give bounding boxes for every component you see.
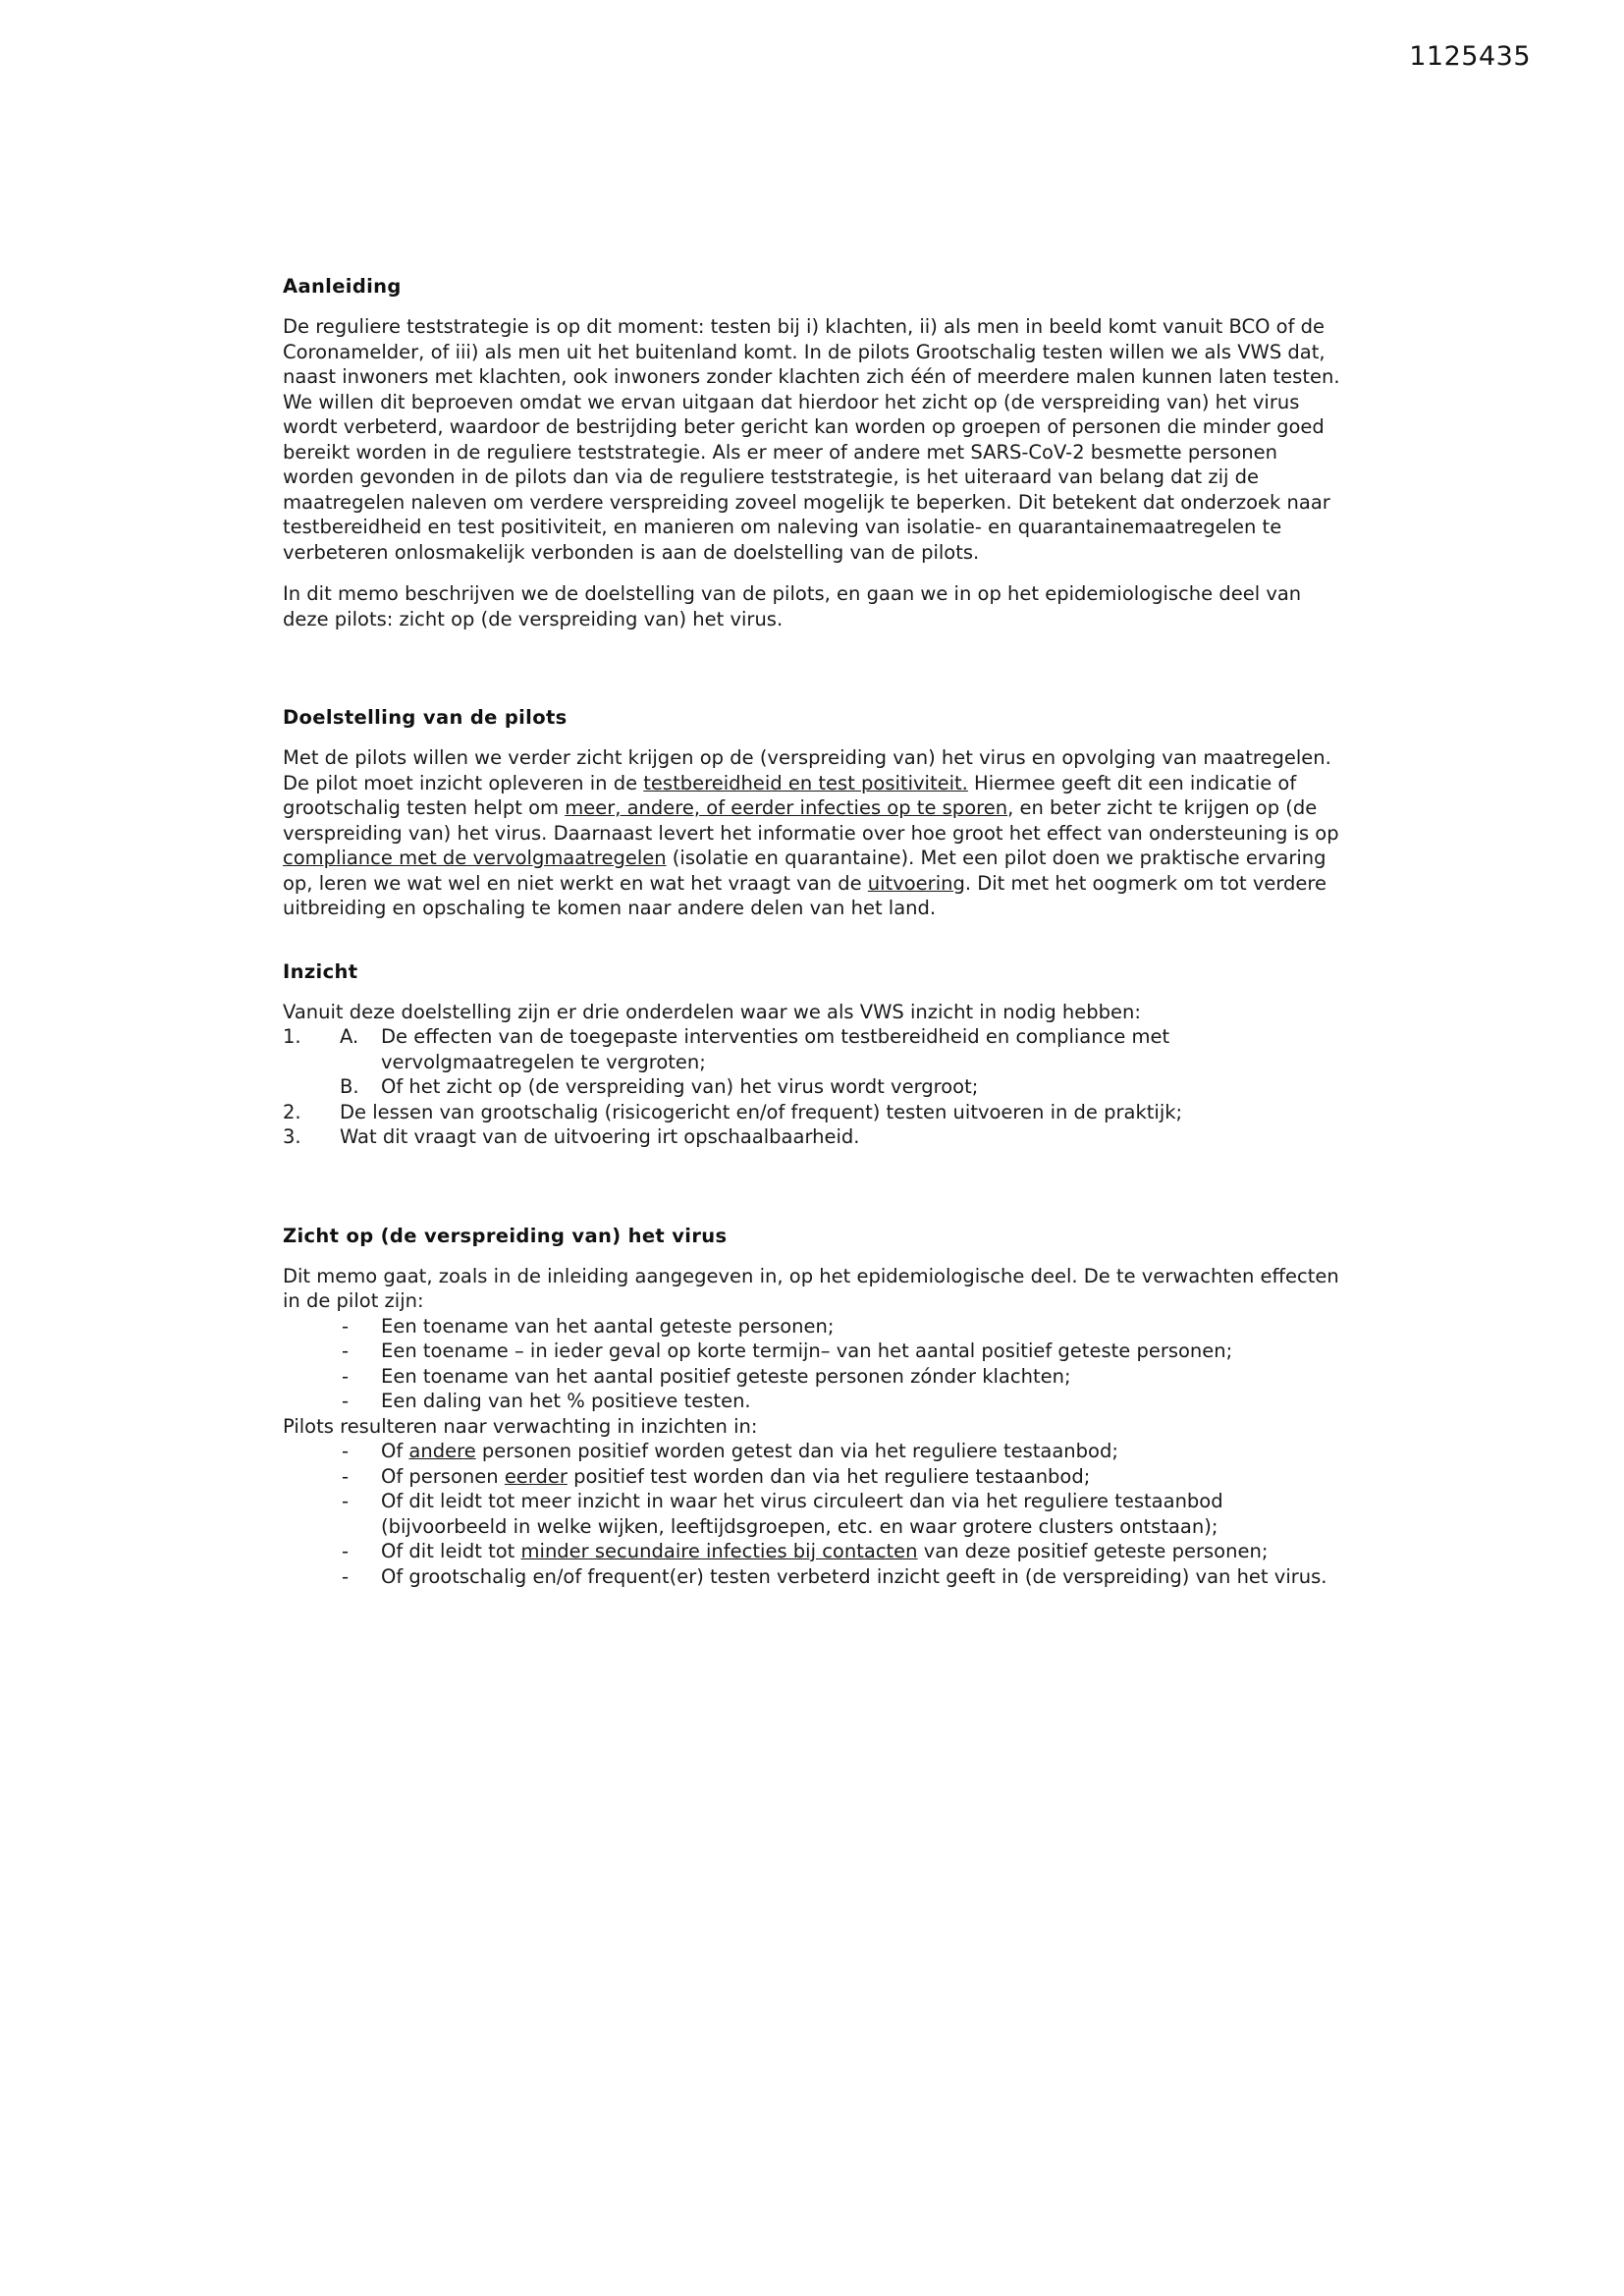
list-item bbox=[283, 1464, 1343, 1490]
list-item bbox=[283, 1539, 1343, 1564]
list-item bbox=[283, 1314, 1343, 1339]
list-item-text: Een toename – in ieder geval op korte termijn– van het aantal positief geteste personen; bbox=[381, 1339, 1233, 1362]
list-item bbox=[283, 1100, 1343, 1125]
list-item-text: Of andere personen positief worden getest dan via het reguliere testaanbod; bbox=[381, 1440, 1118, 1462]
spacer bbox=[283, 671, 1343, 706]
dash-bullet: - bbox=[342, 1490, 350, 1512]
list-item-text: De lessen van grootschalig (risicogericht en/of frequent) testen uitvoeren in de praktijk; bbox=[340, 1100, 1183, 1123]
list-item-text: Of dit leidt tot meer inzicht in waar het virus circuleert dan via het reguliere testaanbod (bijvoorbeeld in welke wijken, leeftijdsgroepen, etc. en waar grotere clusters ontstaan); bbox=[381, 1490, 1223, 1538]
list-item bbox=[340, 1074, 1343, 1100]
section-heading-aanleiding: Aanleiding bbox=[283, 275, 402, 298]
list-item bbox=[283, 1339, 1343, 1364]
list-item-text: Of het zicht op (de verspreiding van) het virus wordt vergroot; bbox=[381, 1075, 979, 1098]
inzicht-sub-list bbox=[340, 1024, 1343, 1100]
list-number: 1. bbox=[283, 1025, 301, 1048]
section-heading-inzicht: Inzicht bbox=[283, 959, 358, 983]
paragraph-doelstelling-1: Met de pilots willen we verder zicht krijgen op de (verspreiding van) het virus en opvolging van maatregelen. De pilot moet inzicht opleveren in de testbereidheid en test positiviteit. Hiermee geeft dit een indicatie of grootschalig testen helpt om meer, andere, of eerder infecties op te sporen, en beter zicht te krijgen op (de verspreiding van) het virus. Daarnaast levert het informatie over hoe groot het effect van ondersteuning is op compliance met de vervolgmaatregelen (isolatie en quarantaine). Met een pilot doen we praktische ervaring op, leren we wat wel en niet werkt en wat het vraagt van de uitvoering. Dit met het oogmerk om tot verdere uitbreiding en opschaling te komen naar andere delen van het land. bbox=[283, 746, 1339, 919]
dash-bullet: - bbox=[342, 1440, 350, 1462]
list-item-text: Of grootschalig en/of frequent(er) testen verbeterd inzicht geeft in (de verspreiding) van het virus. bbox=[381, 1564, 1327, 1588]
paragraph-zicht-intro-2: Pilots resulteren naar verwachting in inzichten in: bbox=[283, 1414, 758, 1438]
dash-bullet: - bbox=[342, 1390, 350, 1412]
list-item bbox=[340, 1024, 1343, 1074]
section-aanleiding bbox=[283, 275, 1343, 631]
section-zicht-op-virus bbox=[283, 1225, 1343, 1590]
list-item bbox=[283, 1439, 1343, 1464]
list-item-text: Wat dit vraagt van de uitvoering irt opschaalbaarheid. bbox=[340, 1125, 860, 1148]
list-letter: B. bbox=[340, 1075, 359, 1098]
list-item-text: Een toename van het aantal positief geteste personen zónder klachten; bbox=[381, 1364, 1071, 1388]
zicht-dash-list-1 bbox=[283, 1314, 1343, 1414]
section-heading-zicht: Zicht op (de verspreiding van) het virus bbox=[283, 1224, 728, 1247]
list-item bbox=[283, 1124, 1343, 1150]
paragraph-aanleiding-1: De reguliere teststrategie is op dit moment: testen bij i) klachten, ii) als men in beeld komt vanuit BCO of de Coronamelder, of iii) als men uit het buitenland komt. In de pilots Grootschalig testen willen we als VWS dat, naast inwoners met klachten, ook inwoners zonder klachten zich één of meerdere malen kunnen laten testen. We willen dit beproeven omdat we ervan uitgaan dat hierdoor het zicht op (de verspreiding van) het virus wordt verbeterd, waardoor de bestrijding beter gericht kan worden op groepen of personen die minder goed bereikt worden in de reguliere teststrategie. Als er meer of andere met SARS-CoV-2 besmette personen worden gevonden in de pilots dan via de reguliere teststrategie, is het uiteraard van belang dat zij de maatregelen naleven om verdere verspreiding zoveel mogelijk te beperken. Dit betekent dat onderzoek naar testbereidheid en test positiviteit, en manieren om naleving van isolatie- en quarantainemaatregelen te verbeteren onlosmakelijk verbonden is aan de doelstelling van de pilots. bbox=[283, 315, 1340, 564]
dash-bullet: - bbox=[342, 1564, 350, 1588]
list-item bbox=[283, 1364, 1343, 1390]
paragraph-aanleiding-2: In dit memo beschrijven we de doelstelling van de pilots, en gaan we in op het epidemiologische deel van deze pilots: zicht op (de verspreiding van) het virus. bbox=[283, 582, 1302, 630]
zicht-dash-list-2 bbox=[283, 1439, 1343, 1589]
list-item-text: Of dit leidt tot minder secundaire infecties bij contacten van deze positief geteste personen; bbox=[381, 1540, 1269, 1562]
section-inzicht bbox=[283, 960, 1343, 1150]
section-heading-doelstelling: Doelstelling van de pilots bbox=[283, 706, 568, 729]
inzicht-numbered-list bbox=[283, 1024, 1343, 1150]
paragraph-zicht-intro: Dit memo gaat, zoals in de inleiding aangegeven in, op het epidemiologische deel. De te verwachten effecten in de pilot zijn: bbox=[283, 1264, 1339, 1312]
list-item-text: Of personen eerder positief test worden dan via het reguliere testaanbod; bbox=[381, 1464, 1091, 1488]
dash-bullet: - bbox=[342, 1314, 350, 1338]
dash-bullet: - bbox=[342, 1540, 350, 1562]
dash-bullet: - bbox=[342, 1339, 350, 1362]
spacer bbox=[283, 1189, 1343, 1225]
dash-bullet: - bbox=[342, 1364, 350, 1388]
list-item bbox=[283, 1564, 1343, 1590]
document-body bbox=[283, 275, 1343, 1628]
list-number: 3. bbox=[283, 1125, 301, 1148]
list-item bbox=[283, 1489, 1343, 1539]
dash-bullet: - bbox=[342, 1464, 350, 1488]
paragraph-inzicht-intro: Vanuit deze doelstelling zijn er drie onderdelen waar we als VWS inzicht in nodig hebben: bbox=[283, 1000, 1141, 1023]
list-item-text: Een toename van het aantal geteste personen; bbox=[381, 1314, 835, 1338]
section-doelstelling bbox=[283, 706, 1343, 921]
list-item-text: Een daling van het % positieve testen. bbox=[381, 1390, 751, 1412]
document-id-number: 1125435 bbox=[1409, 41, 1531, 72]
list-number: 2. bbox=[283, 1100, 301, 1123]
list-item-text: De effecten van de toegepaste interventies om testbereidheid en compliance met vervolgmaatregelen te vergroten; bbox=[381, 1025, 1170, 1073]
list-item bbox=[283, 1024, 1343, 1100]
list-item bbox=[283, 1389, 1343, 1414]
list-letter: A. bbox=[340, 1025, 359, 1048]
